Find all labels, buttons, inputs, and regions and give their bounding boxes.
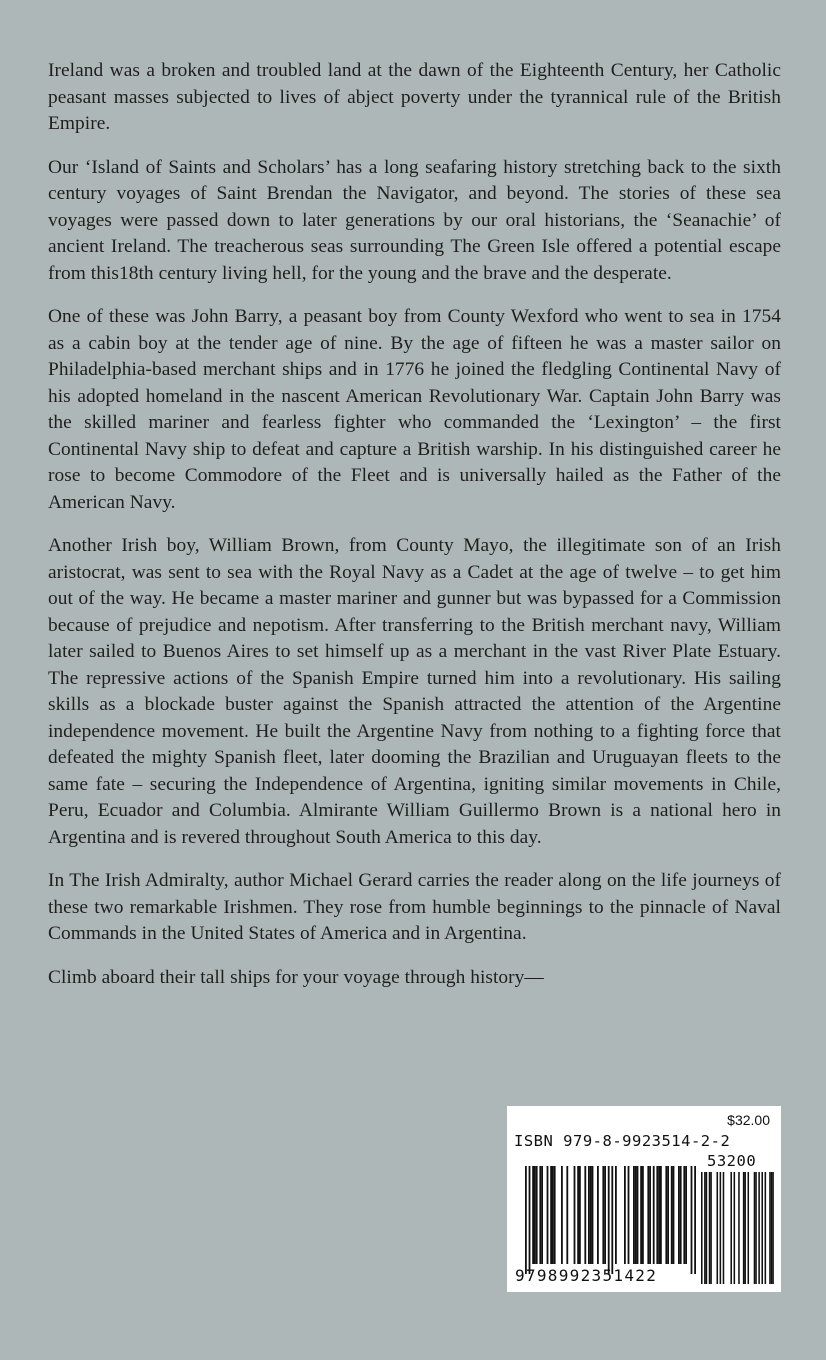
addon-bar-20 [771, 1172, 773, 1284]
addon-code: 53200 [707, 1152, 757, 1170]
ean-bar-29 [635, 1166, 637, 1264]
ean-bar-39 [665, 1166, 667, 1264]
ean-bar-2 [532, 1166, 534, 1264]
ean-bar-27 [628, 1166, 630, 1264]
addon-bar-8 [730, 1172, 732, 1284]
paragraph-author: In The Irish Admiralty, author Michael Gerard carries the reader along on the life journeys of these two remarkable Irishmen. They rose from humble beginnings to the pinnacle of Naval Commands in the United States of America and in Argentina. [48, 870, 781, 944]
ean-bar-8 [550, 1166, 552, 1264]
ean-bar-3 [534, 1166, 536, 1264]
ean-bar-1 [529, 1166, 531, 1274]
paragraph-closing: Climb aboard their tall ships for your voyage through history— [48, 966, 544, 988]
ean-bar-20 [597, 1166, 599, 1264]
paragraph-william-brown: Another Irish boy, William Brown, from County Mayo, the illegitimate son of an Irish aristocrat, was sent to sea with the Royal Navy as a Cadet at the age of twelve – to get him out of the way. He became a master mariner and gunner but was bypassed for a Commission because of prejudice and nepotism. After transferring to the British merchant navy, William later sailed to Buenos Aires to set himself up as a merchant in the vast River Plate Estuary. The repressive actions of the Spanish Empire turned him into a revolutionary. His sailing skills as a blockade buster against the Spanish attracted the attention of the Argentine independence movement. He built the Argentine Navy from nothing to a fighting force that defeated the mighty Spanish fleet, later dooming the Brazilian and Uruguayan fleets to the same fate – securing the Independence of Argentina, igniting similar movements in Chile, Peru, Ecuador and Columbia. Almirante William Guillermo Brown is a national hero in Argentina and is revered throughout South America to this day. [48, 535, 781, 848]
ean-bar-46 [685, 1166, 687, 1264]
ean-bar-38 [660, 1166, 662, 1264]
ean-bar-6 [541, 1166, 543, 1264]
addon-bar-19 [769, 1172, 771, 1284]
ean-bar-44 [680, 1166, 682, 1264]
ean-bar-42 [673, 1166, 675, 1264]
ean-bar-30 [637, 1166, 639, 1264]
ean-bar-28 [633, 1166, 635, 1264]
ean-bar-31 [640, 1166, 642, 1264]
addon-bar-13 [748, 1172, 750, 1284]
ean-bar-33 [647, 1166, 649, 1264]
addon-bar-18 [765, 1172, 767, 1284]
ean-bar-11 [561, 1166, 563, 1264]
addon-bar-1 [704, 1172, 706, 1284]
ean-bar-35 [653, 1166, 655, 1264]
addon-bar-11 [743, 1172, 745, 1284]
ean-bar-14 [577, 1166, 579, 1264]
ean-bar-25 [615, 1166, 617, 1264]
addon-bar-7 [723, 1172, 725, 1284]
ean-digits: 9798992351422 [515, 1266, 658, 1285]
addon-bar-14 [754, 1172, 756, 1284]
ean-bar-16 [584, 1166, 586, 1264]
ean-bar-4 [536, 1166, 538, 1264]
ean-bar-19 [592, 1166, 594, 1264]
ean-bar-43 [678, 1166, 680, 1264]
price-label: $32.00 [727, 1112, 770, 1128]
ean-bar-34 [649, 1166, 651, 1264]
ean-bar-48 [694, 1166, 696, 1274]
isbn-label: ISBN 979-8-9923514-2-2 [514, 1132, 731, 1150]
ean-bar-36 [656, 1166, 658, 1264]
addon-bar-4 [710, 1172, 712, 1284]
addon-bar-16 [758, 1172, 760, 1284]
ean-bar-23 [608, 1166, 610, 1274]
addon-bar-6 [720, 1172, 722, 1284]
ean-bar-32 [642, 1166, 644, 1264]
paragraph-john-barry: One of these was John Barry, a peasant boy from County Wexford who went to sea in 1754 as a cabin boy at the tender age of nine. By the age of fifteen he was a master sailor on Philadelphia-based merchant ships and in 1776 he joined the fledgling Continental Navy of his adopted homeland in the nascent American Revolutionary War. Captain John Barry was the skilled mariner and fearless fighter who commanded the ‘Lexington’ – the first Continental Navy ship to defeat and capture a British warship. In his distinguished career he rose to become Commodore of the Fleet and is universally hailed as the Father of the American Navy. [48, 306, 781, 513]
ean-bar-15 [579, 1166, 581, 1264]
ean-bar-7 [547, 1166, 549, 1264]
addon-bar-12 [744, 1172, 746, 1284]
ean-bar-9 [552, 1166, 554, 1264]
ean-bar-17 [588, 1166, 590, 1264]
addon-bar-2 [706, 1172, 708, 1284]
ean-bar-24 [611, 1166, 613, 1274]
blurb-text [48, 58, 781, 1008]
ean-bar-21 [602, 1166, 604, 1264]
ean-bar-0 [525, 1166, 527, 1274]
barcode-box [507, 1106, 781, 1292]
ean-bar-26 [624, 1166, 626, 1264]
addon-bar-0 [701, 1172, 703, 1284]
ean-bar-45 [683, 1166, 685, 1264]
addon-bar-5 [717, 1172, 719, 1284]
ean-bar-37 [658, 1166, 660, 1264]
ean-bar-22 [604, 1166, 606, 1264]
addon-bar-21 [772, 1172, 774, 1284]
ean-bar-41 [671, 1166, 673, 1264]
addon-bar-15 [755, 1172, 757, 1284]
ean-bar-10 [554, 1166, 556, 1264]
addon-bar-9 [734, 1172, 736, 1284]
addon-bar-10 [738, 1172, 740, 1284]
ean-bar-5 [539, 1166, 541, 1264]
ean-bar-13 [574, 1166, 576, 1264]
addon-bar-17 [761, 1172, 763, 1284]
paragraph-intro: Ireland was a broken and troubled land at the dawn of the Eighteenth Century, her Catholic peasant masses subjected to lives of abject poverty under the tyrannical rule of the British Empire. [48, 60, 781, 134]
ean-bar-12 [566, 1166, 568, 1264]
ean-bar-18 [590, 1166, 592, 1264]
paragraph-seafaring: Our ‘Island of Saints and Scholars’ has a long seafaring history stretching back to the sixth century voyages of Saint Brendan the Navigator, and beyond. The stories of these sea voyages were passed down to later generations by our oral historians, the ‘Seanachie’ of ancient Ireland. The treacherous seas surrounding The Green Isle offered a potential escape from this18th century living hell, for the young and the brave and the desperate. [48, 156, 781, 284]
ean-bar-47 [691, 1166, 693, 1274]
addon-bar-3 [709, 1172, 711, 1284]
ean-bar-40 [667, 1166, 669, 1264]
